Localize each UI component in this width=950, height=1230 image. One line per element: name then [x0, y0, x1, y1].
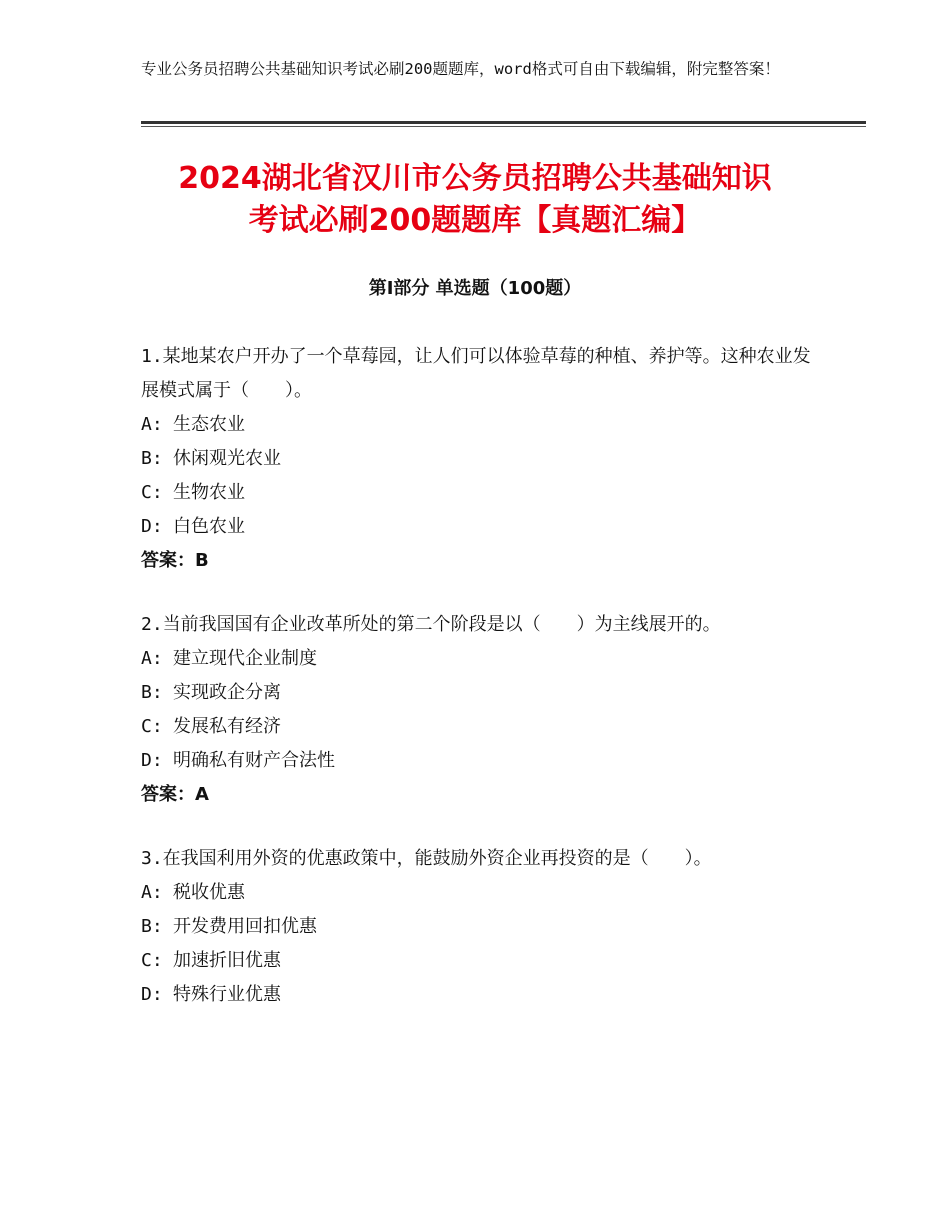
question-3 — [141, 842, 811, 1012]
option-key: C: — [141, 950, 163, 971]
option-text: 生态农业 — [173, 414, 245, 435]
option-key: D: — [141, 984, 163, 1005]
header-rule-thick — [141, 121, 866, 124]
answer-line: 答案：A — [141, 784, 209, 805]
option-a — [141, 408, 811, 442]
title-line-2: 考试必刷200题题库【真题汇编】 — [248, 203, 702, 238]
question-2 — [141, 608, 811, 812]
answer-line: 答案：B — [141, 550, 209, 571]
option-c — [141, 710, 811, 744]
option-c — [141, 476, 811, 510]
option-b — [141, 910, 811, 944]
option-text: 特殊行业优惠 — [173, 984, 281, 1005]
option-text: 税收优惠 — [173, 882, 245, 903]
option-text: 实现政企分离 — [173, 682, 281, 703]
option-key: B: — [141, 916, 163, 937]
option-d — [141, 744, 811, 778]
question-stem: 3.在我国利用外资的优惠政策中，能鼓励外资企业再投资的是（ ）。 — [141, 848, 712, 869]
option-text: 发展私有经济 — [173, 716, 281, 737]
option-key: A: — [141, 882, 163, 903]
option-key: C: — [141, 716, 163, 737]
option-c — [141, 944, 811, 978]
option-key: C: — [141, 482, 163, 503]
option-b — [141, 676, 811, 710]
option-a — [141, 876, 811, 910]
section-heading: 第Ⅰ部分 单选题（100题） — [368, 278, 582, 299]
option-b — [141, 442, 811, 476]
document-title — [100, 158, 850, 242]
option-key: B: — [141, 448, 163, 469]
question-stem: 2.当前我国国有企业改革所处的第二个阶段是以（ ）为主线展开的。 — [141, 614, 721, 635]
title-line-1: 2024湖北省汉川市公务员招聘公共基础知识 — [178, 161, 772, 196]
option-key: B: — [141, 682, 163, 703]
option-key: A: — [141, 648, 163, 669]
option-text: 白色农业 — [173, 516, 245, 537]
option-text: 生物农业 — [173, 482, 245, 503]
option-text: 明确私有财产合法性 — [173, 750, 335, 771]
question-1 — [141, 340, 811, 578]
header-note: 专业公务员招聘公共基础知识考试必刷200题题库，word格式可自由下载编辑，附完整答案！ — [141, 60, 780, 78]
option-a — [141, 642, 811, 676]
option-key: A: — [141, 414, 163, 435]
question-list — [141, 340, 811, 1042]
option-text: 开发费用回扣优惠 — [173, 916, 317, 937]
option-key: D: — [141, 750, 163, 771]
option-text: 建立现代企业制度 — [173, 648, 317, 669]
option-text: 加速折旧优惠 — [173, 950, 281, 971]
option-d — [141, 510, 811, 544]
question-stem: 1.某地某农户开办了一个草莓园，让人们可以体验草莓的种植、养护等。这种农业发展模式属于（ ）。 — [141, 346, 811, 401]
option-d — [141, 978, 811, 1012]
option-key: D: — [141, 516, 163, 537]
option-text: 休闲观光农业 — [173, 448, 281, 469]
header-rule-thin — [141, 126, 866, 127]
